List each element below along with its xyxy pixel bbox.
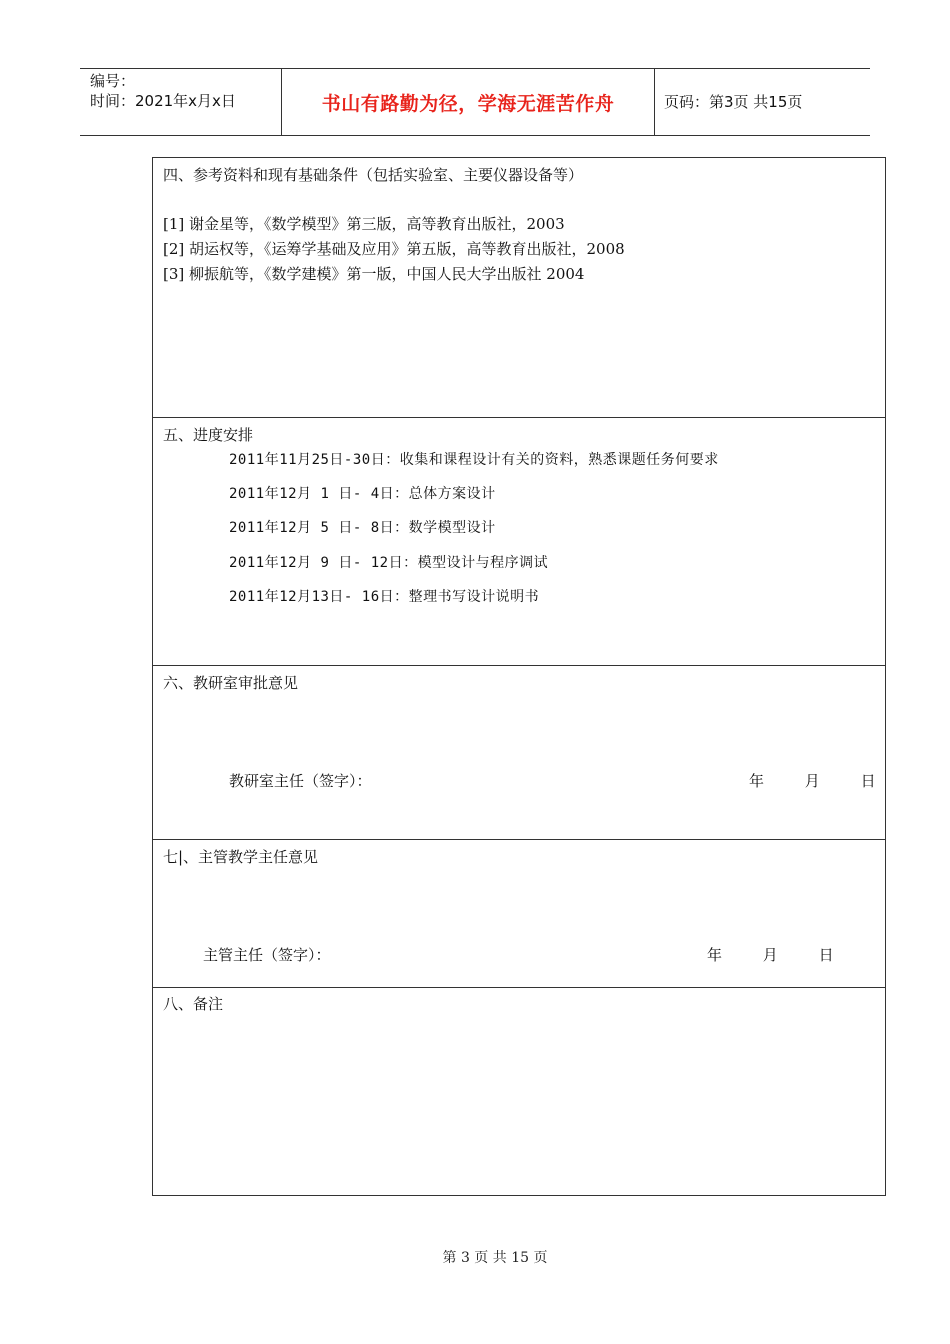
form-table [152, 157, 886, 1196]
signature-date [749, 770, 876, 791]
day-label: 日 [818, 946, 834, 964]
section-title: 四、参考资料和现有基础条件（包括实验室、主要仪器设备等） [163, 166, 584, 184]
signature-label: 主管主任（签字）： [203, 946, 331, 964]
section-references [153, 158, 885, 418]
header-motto: 书山有路勤为径，学海无涯苦作舟 [321, 92, 615, 115]
section-title: 五、进度安排 [163, 426, 254, 444]
section-remarks [153, 988, 885, 1195]
schedule-item: 2011年12月 1 日- 4日：总体方案设计 [229, 486, 496, 502]
section-schedule [153, 418, 885, 666]
header-middle-cell [282, 69, 655, 135]
day-label: 日 [860, 772, 876, 790]
year-label: 年 [749, 772, 765, 790]
page-info: 页码：第3页 共15页 [664, 93, 803, 111]
section-title: 七|、主管教学主任意见 [163, 848, 319, 866]
section-department-approval [153, 666, 885, 840]
year-label: 年 [707, 946, 723, 964]
page-header [80, 68, 870, 136]
schedule-item: 2011年11月25日-30日：收集和课程设计有关的资料，熟悉课题任务何要求 [229, 452, 719, 468]
reference-item: [1] 谢金星等，《数学模型》第三版，高等教育出版社，2003 [163, 215, 565, 233]
page-footer: 第 3 页 共 15 页 [442, 1250, 548, 1266]
reference-item: [3] 柳振航等，《数学建模》第一版，中国人民大学出版社 2004 [163, 265, 585, 283]
schedule-item: 2011年12月13日- 16日：整理书写设计说明书 [229, 589, 540, 605]
header-right-cell [655, 69, 870, 135]
month-label: 月 [762, 946, 778, 964]
section-director-opinion [153, 840, 885, 988]
section-title: 六、教研室审批意见 [163, 674, 299, 692]
month-label: 月 [804, 772, 820, 790]
section-title: 八、备注 [163, 995, 224, 1013]
schedule-item: 2011年12月 5 日- 8日：数学模型设计 [229, 520, 496, 536]
schedule-item: 2011年12月 9 日- 12日：模型设计与程序调试 [229, 555, 549, 571]
time-label: 时间：2021年x月x日 [90, 92, 236, 110]
signature-date [707, 944, 834, 965]
serial-label: 编号： [90, 72, 136, 90]
header-left-cell [80, 69, 282, 135]
signature-label: 教研室主任（签字）： [229, 772, 372, 790]
reference-item: [2] 胡运权等，《运筹学基础及应用》第五版，高等教育出版社，2008 [163, 240, 625, 258]
